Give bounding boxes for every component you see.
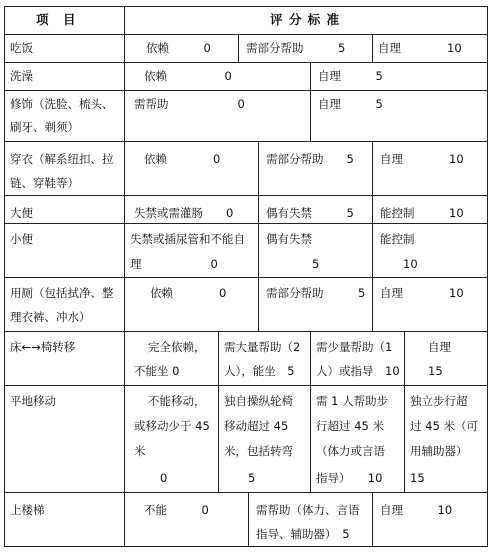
cell-divider bbox=[372, 492, 373, 547]
row-divider bbox=[4, 90, 488, 91]
header-item: 项 目 bbox=[36, 12, 77, 27]
cell-divider bbox=[372, 34, 373, 63]
score-cell: 需少量帮助（1 bbox=[316, 340, 393, 354]
score-cell: 米 bbox=[134, 444, 146, 458]
score-cell: 米，包括转弯 bbox=[224, 444, 293, 458]
row-item-label: 理衣裤、冲水） bbox=[10, 310, 91, 324]
score-cell: 自理 10 bbox=[380, 152, 464, 166]
cell-divider bbox=[248, 492, 249, 547]
score-cell: 15 bbox=[410, 471, 425, 485]
cell-divider bbox=[372, 141, 373, 196]
row-item-label: 刷牙、剃须） bbox=[10, 120, 79, 134]
score-cell: 需大量帮助（2 bbox=[224, 340, 301, 354]
score-cell: 自理 10 bbox=[378, 41, 462, 55]
score-cell: 偶有失禁 5 bbox=[266, 206, 354, 220]
row-divider bbox=[4, 492, 488, 493]
row-item-label: 大便 bbox=[10, 206, 33, 220]
score-cell: 指导、辅助器） 5 bbox=[256, 527, 350, 541]
score-cell: 需帮助（体力、言语 bbox=[256, 503, 360, 517]
score-cell: 5 bbox=[248, 471, 256, 485]
cell-divider bbox=[310, 62, 311, 142]
row-item-label: 吃饭 bbox=[10, 41, 33, 55]
row-divider bbox=[4, 195, 488, 196]
row-item-label: 床←→椅转移 bbox=[10, 340, 76, 354]
row-divider bbox=[4, 223, 488, 224]
cell-divider bbox=[218, 331, 219, 493]
score-cell: 需 1 人帮助步 bbox=[316, 394, 389, 408]
column-divider bbox=[124, 6, 125, 547]
score-cell: 0 bbox=[160, 471, 168, 485]
table-border bbox=[4, 546, 488, 547]
cell-divider bbox=[258, 277, 259, 332]
row-divider bbox=[4, 62, 488, 63]
header-criteria: 评 分 标 准 bbox=[270, 12, 341, 27]
cell-divider bbox=[258, 141, 259, 196]
score-cell: 自理 5 bbox=[318, 69, 383, 83]
score-cell: 需帮助 0 bbox=[134, 97, 245, 111]
score-cell: 能控制 bbox=[380, 232, 415, 246]
row-divider bbox=[4, 385, 488, 386]
row-divider bbox=[4, 141, 488, 142]
row-divider bbox=[4, 277, 488, 278]
cell-divider bbox=[404, 331, 405, 493]
score-cell: 或移动少于 45 bbox=[134, 419, 210, 433]
score-cell: 人），能坐 5 bbox=[224, 364, 295, 378]
score-cell: 自理 bbox=[428, 340, 451, 354]
score-cell: 失禁或需灌肠 0 bbox=[134, 206, 234, 220]
row-item-label: 小便 bbox=[10, 232, 33, 246]
row-item-label: 洗澡 bbox=[10, 69, 33, 83]
score-cell: 理 0 bbox=[130, 257, 218, 271]
score-cell: 依赖 0 bbox=[146, 41, 211, 55]
cell-divider bbox=[258, 195, 259, 278]
score-cell: 5 bbox=[266, 257, 320, 271]
table-border bbox=[4, 6, 488, 7]
score-cell: 完全依赖， bbox=[148, 340, 206, 354]
score-cell: 不能 0 bbox=[144, 503, 209, 517]
score-cell: 需部分帮助 5 bbox=[246, 41, 346, 55]
row-divider bbox=[4, 34, 488, 35]
score-cell: 不能坐 0 bbox=[134, 364, 180, 378]
row-item-label: 用厕（包括拭净、整 bbox=[10, 286, 114, 300]
score-cell: 能控制 10 bbox=[380, 206, 464, 220]
row-item-label: 穿衣（解系纽扣、拉 bbox=[10, 152, 114, 166]
score-cell: 过 45 米（可 bbox=[410, 419, 478, 433]
score-cell: 10 bbox=[380, 257, 418, 271]
score-cell: 自理 10 bbox=[380, 286, 464, 300]
score-cell: （体力或言语 bbox=[316, 444, 385, 458]
score-cell: 人）或指导 10 bbox=[316, 364, 400, 378]
cell-divider bbox=[372, 277, 373, 332]
row-item-label: 修饰（洗脸、梳头、 bbox=[10, 97, 114, 111]
score-cell: 依赖 0 bbox=[144, 69, 232, 83]
score-cell: 指导） 10 bbox=[316, 471, 383, 485]
row-item-label: 上楼梯 bbox=[10, 503, 45, 517]
score-cell: 独自操纵轮椅 bbox=[224, 394, 293, 408]
row-divider bbox=[4, 331, 488, 332]
score-cell: 自理 10 bbox=[380, 503, 453, 517]
score-cell: 依赖 0 bbox=[150, 286, 227, 300]
score-cell: 偶有失禁 bbox=[266, 232, 312, 246]
cell-divider bbox=[372, 195, 373, 278]
score-cell: 行超过 45 米 bbox=[316, 419, 384, 433]
score-cell: 用辅助器） bbox=[410, 444, 468, 458]
row-item-label: 平地移动 bbox=[10, 394, 56, 408]
row-item-label: 链、穿鞋等） bbox=[10, 176, 79, 190]
cell-divider bbox=[310, 331, 311, 493]
cell-divider bbox=[238, 34, 239, 63]
score-cell: 自理 5 bbox=[318, 97, 383, 111]
score-cell: 需部分帮助 5 bbox=[266, 152, 354, 166]
score-cell: 需部分帮助 5 bbox=[266, 286, 366, 300]
score-cell: 不能移动， bbox=[148, 394, 206, 408]
score-cell: 15 bbox=[428, 364, 443, 378]
score-cell: 依赖 0 bbox=[144, 152, 221, 166]
score-cell: 独立步行超 bbox=[410, 394, 468, 408]
score-cell: 失禁或插尿管和不能自 bbox=[130, 232, 245, 246]
score-cell: 移动超过 45 bbox=[224, 419, 289, 433]
